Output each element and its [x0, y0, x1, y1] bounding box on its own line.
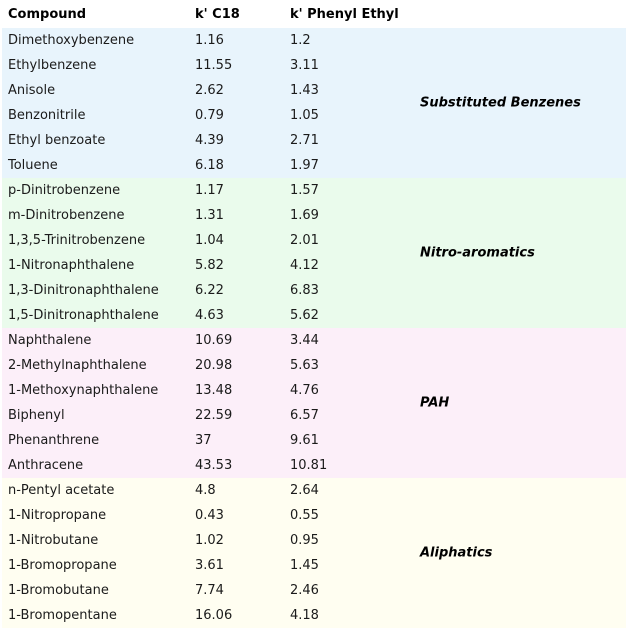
table-row: [2, 303, 626, 328]
table-row: [2, 403, 626, 428]
column-header-compound: Compound: [8, 6, 87, 22]
cell-k-phenyl-ethyl: 9.61: [290, 433, 319, 448]
cell-compound: 1-Methoxynaphthalene: [8, 383, 159, 398]
table-row: [2, 128, 626, 153]
column-header-k-c18: k' C18: [195, 6, 240, 22]
table-row: [2, 553, 626, 578]
cell-k-phenyl-ethyl: 6.83: [290, 283, 319, 298]
cell-compound: 1,3-Dinitronaphthalene: [8, 283, 159, 298]
cell-compound: Anisole: [8, 83, 56, 98]
table-row: [2, 428, 626, 453]
cell-k-c18: 4.8: [195, 483, 216, 498]
cell-k-c18: 7.74: [195, 583, 224, 598]
cell-k-c18: 6.18: [195, 158, 224, 173]
cell-compound: Ethyl benzoate: [8, 133, 106, 148]
cell-k-phenyl-ethyl: 3.44: [290, 333, 319, 348]
cell-k-phenyl-ethyl: 0.95: [290, 533, 319, 548]
cell-compound: Naphthalene: [8, 333, 92, 348]
table-row: [2, 53, 626, 78]
group-label-aliphatics: Aliphatics: [420, 545, 493, 561]
cell-compound: n-Pentyl acetate: [8, 483, 115, 498]
table-row: [2, 378, 626, 403]
cell-k-c18: 22.59: [195, 408, 233, 423]
cell-k-phenyl-ethyl: 1.69: [290, 208, 319, 223]
cell-k-c18: 13.48: [195, 383, 233, 398]
table-row: [2, 528, 626, 553]
table-row: [2, 578, 626, 603]
column-header-k-phenyl-ethyl: k' Phenyl Ethyl: [290, 6, 399, 22]
cell-k-c18: 1.02: [195, 533, 224, 548]
table-row: [2, 478, 626, 503]
table-row: [2, 178, 626, 203]
cell-k-c18: 1.16: [195, 33, 224, 48]
cell-k-c18: 10.69: [195, 333, 233, 348]
cell-k-c18: 6.22: [195, 283, 224, 298]
group-label-pah: PAH: [420, 395, 450, 411]
table-header-row: [2, 0, 626, 28]
cell-compound: Ethylbenzene: [8, 58, 97, 73]
cell-k-phenyl-ethyl: 5.62: [290, 308, 319, 323]
table-row: [2, 153, 626, 178]
cell-k-phenyl-ethyl: 4.76: [290, 383, 319, 398]
cell-compound: 2-Methylnaphthalene: [8, 358, 147, 373]
table-row: [2, 28, 626, 53]
cell-k-phenyl-ethyl: 1.2: [290, 33, 311, 48]
cell-compound: p-Dinitrobenzene: [8, 183, 121, 198]
cell-k-c18: 11.55: [195, 58, 233, 73]
cell-k-c18: 0.79: [195, 108, 224, 123]
cell-k-phenyl-ethyl: 2.71: [290, 133, 319, 148]
table-row: [2, 503, 626, 528]
cell-k-c18: 20.98: [195, 358, 233, 373]
cell-compound: 1,5-Dinitronaphthalene: [8, 308, 159, 323]
cell-k-c18: 0.43: [195, 508, 224, 523]
cell-k-phenyl-ethyl: 2.64: [290, 483, 319, 498]
cell-compound: 1-Nitrobutane: [8, 533, 99, 548]
cell-k-c18: 4.63: [195, 308, 224, 323]
cell-k-c18: 1.31: [195, 208, 224, 223]
cell-compound: 1-Bromopentane: [8, 608, 117, 623]
group-section-aliphatics: [2, 478, 626, 628]
cell-k-c18: 3.61: [195, 558, 224, 573]
cell-k-c18: 4.39: [195, 133, 224, 148]
cell-k-phenyl-ethyl: 0.55: [290, 508, 319, 523]
cell-k-phenyl-ethyl: 5.63: [290, 358, 319, 373]
cell-compound: 1-Nitronaphthalene: [8, 258, 135, 273]
cell-compound: 1-Bromopropane: [8, 558, 117, 573]
cell-compound: Dimethoxybenzene: [8, 33, 135, 48]
cell-k-phenyl-ethyl: 2.46: [290, 583, 319, 598]
cell-compound: m-Dinitrobenzene: [8, 208, 125, 223]
table-row: [2, 603, 626, 628]
group-label-substituted-benzenes: Substituted Benzenes: [420, 95, 581, 111]
cell-k-c18: 16.06: [195, 608, 233, 623]
cell-k-c18: 43.53: [195, 458, 233, 473]
cell-k-c18: 1.04: [195, 233, 224, 248]
compound-retention-table: [2, 0, 626, 628]
cell-compound: Phenanthrene: [8, 433, 100, 448]
cell-k-c18: 1.17: [195, 183, 224, 198]
cell-k-phenyl-ethyl: 1.57: [290, 183, 319, 198]
cell-k-phenyl-ethyl: 1.05: [290, 108, 319, 123]
cell-k-phenyl-ethyl: 1.97: [290, 158, 319, 173]
table-body: [2, 28, 626, 628]
group-section-substituted-benzenes: [2, 28, 626, 178]
table-row: [2, 453, 626, 478]
cell-k-c18: 37: [195, 433, 212, 448]
cell-k-phenyl-ethyl: 4.12: [290, 258, 319, 273]
cell-compound: Benzonitrile: [8, 108, 86, 123]
group-section-nitro-aromatics: [2, 178, 626, 328]
group-section-pah: [2, 328, 626, 478]
cell-compound: 1-Bromobutane: [8, 583, 109, 598]
cell-compound: Anthracene: [8, 458, 84, 473]
cell-k-phenyl-ethyl: 2.01: [290, 233, 319, 248]
cell-k-phenyl-ethyl: 1.45: [290, 558, 319, 573]
cell-k-phenyl-ethyl: 6.57: [290, 408, 319, 423]
group-label-nitro-aromatics: Nitro-aromatics: [420, 245, 535, 261]
cell-compound: Toluene: [8, 158, 58, 173]
table-row: [2, 278, 626, 303]
cell-compound: 1-Nitropropane: [8, 508, 107, 523]
cell-compound: 1,3,5-Trinitrobenzene: [8, 233, 146, 248]
cell-k-phenyl-ethyl: 4.18: [290, 608, 319, 623]
table-row: [2, 203, 626, 228]
cell-k-c18: 2.62: [195, 83, 224, 98]
cell-k-phenyl-ethyl: 3.11: [290, 58, 319, 73]
cell-k-phenyl-ethyl: 1.43: [290, 83, 319, 98]
cell-k-c18: 5.82: [195, 258, 224, 273]
cell-k-phenyl-ethyl: 10.81: [290, 458, 328, 473]
cell-compound: Biphenyl: [8, 408, 65, 423]
table-row: [2, 328, 626, 353]
table-row: [2, 353, 626, 378]
